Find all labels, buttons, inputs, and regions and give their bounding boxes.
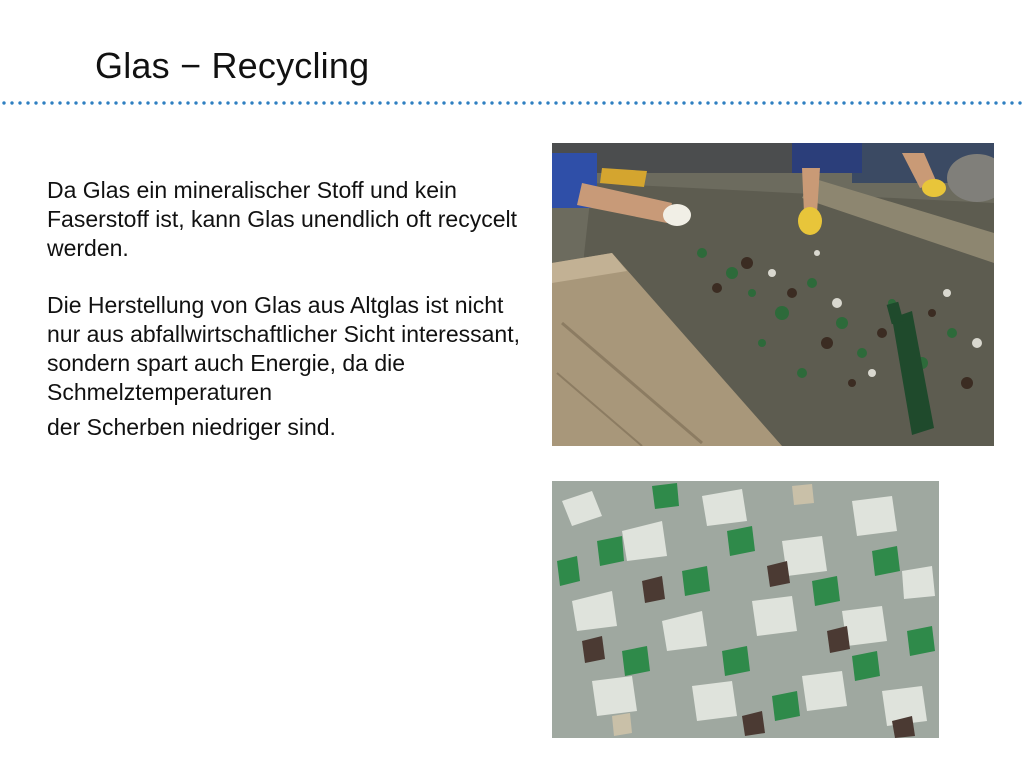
slide-title: Glas − Recycling: [95, 45, 370, 86]
body-text: [47, 176, 537, 442]
paragraph-2: [47, 291, 537, 442]
title-divider: [0, 100, 1024, 106]
paragraph-2-end: der Scherben niedriger sind.: [47, 414, 336, 440]
paragraph-1: Da Glas ein mineralischer Stoff und kein Faserstoff ist, kann Glas unendlich oft recycelt werden.: [47, 177, 518, 261]
photo-glass-sorting: [552, 143, 994, 446]
photo-glass-cullet: [552, 481, 939, 738]
paragraph-2-text: Die Herstellung von Glas aus Altglas ist nicht nur aus abfallwirtschaftlicher Sicht interessant, sondern spart auch Energie, da die Schmelztemperaturen: [47, 292, 520, 405]
